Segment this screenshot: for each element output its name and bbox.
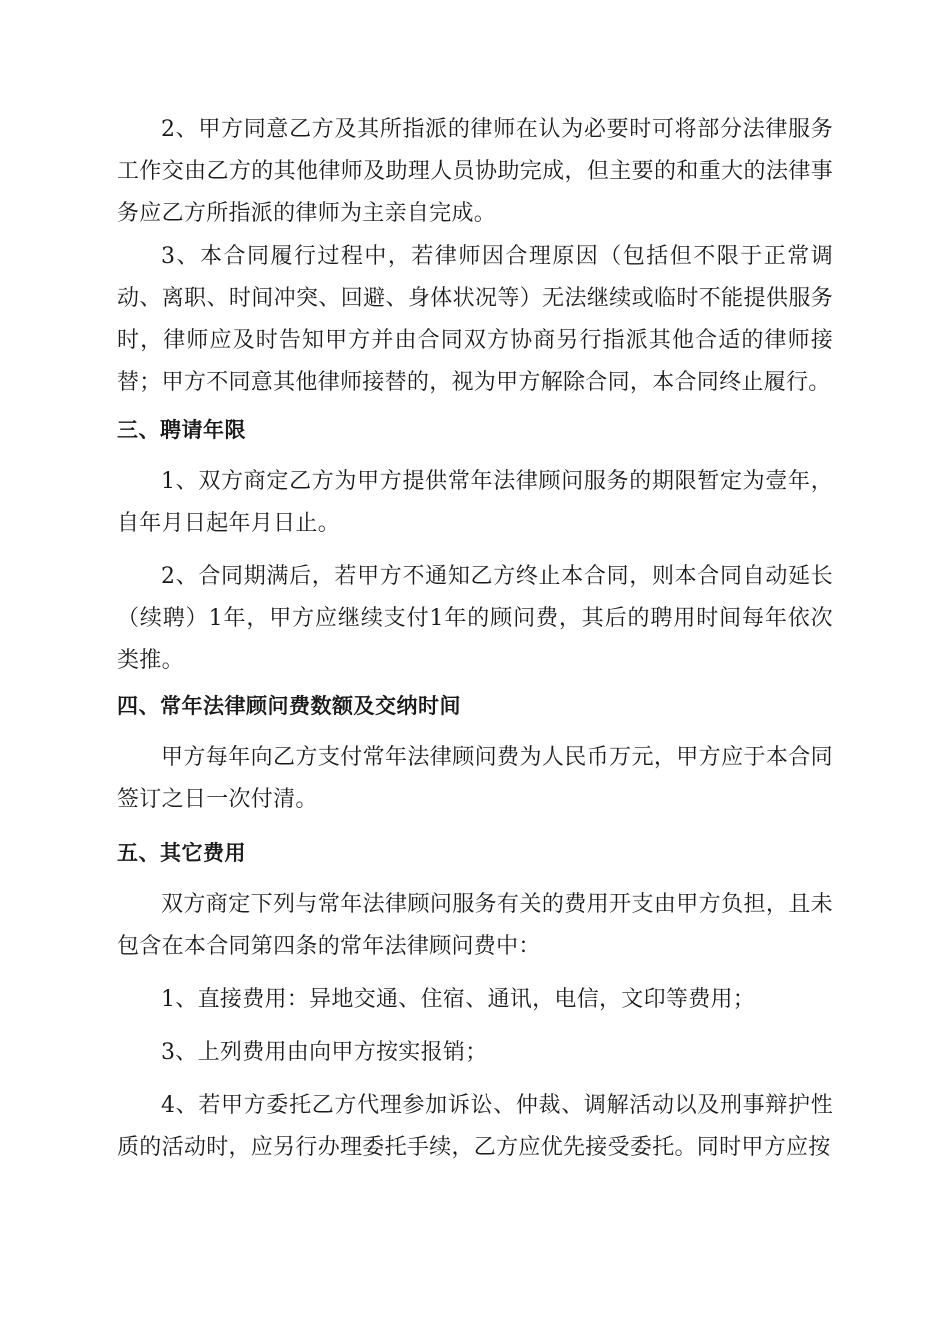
section-5-heading: 五、其它费用 <box>117 841 246 865</box>
clause-3-1-paragraph: 1、双方商定乙方为甲方提供常年法律顾问服务的期限暂定为壹年，自年月日起年月日止。 <box>117 469 833 536</box>
section-3-heading: 三、聘请年限 <box>117 418 246 442</box>
clause-5-1-paragraph: 1、直接费用：异地交通、住宿、通讯，电信，文印等费用； <box>161 987 756 1012</box>
clause-5-intro-paragraph: 双方商定下列与常年法律顾问服务有关的费用开支由甲方负担，且未包含在本合同第四条的常年法律顾问费中： <box>117 892 833 959</box>
clause-5-3-paragraph: 3、上列费用由向甲方按实报销； <box>161 1040 488 1065</box>
clause-4-paragraph: 甲方每年向乙方支付常年法律顾问费为人民币万元，甲方应于本合同签订之日一次付清。 <box>117 745 833 812</box>
clause-2-3-paragraph: 3、本合同履行过程中，若律师因合理原因（包括但不限于正常调动、离职、时间冲突、回避、身体状况等）无法继续或临时不能提供服务时，律师应及时告知甲方并由合同双方协商另行指派其他合适的律师接替；甲方不同意其他律师接替的，视为甲方解除合同，本合同终止履行。 <box>117 244 833 395</box>
section-4-heading: 四、常年法律顾问费数额及交纳时间 <box>117 694 461 718</box>
clause-3-2-paragraph: 2、合同期满后，若甲方不通知乙方终止本合同，则本合同自动延长（续聘）1年，甲方应继续支付1年的顾问费，其后的聘用时间每年依次类推。 <box>117 564 833 673</box>
clause-5-4-paragraph: 4、若甲方委托乙方代理参加诉讼、仲裁、调解活动以及刑事辩护性质的活动时，应另行办理委托手续，乙方应优先接受委托。同时甲方应按 <box>117 1093 833 1160</box>
clause-2-2-paragraph: 2、甲方同意乙方及其所指派的律师在认为必要时可将部分法律服务工作交由乙方的其他律师及助理人员协助完成，但主要的和重大的法律事务应乙方所指派的律师为主亲自完成。 <box>117 117 833 226</box>
